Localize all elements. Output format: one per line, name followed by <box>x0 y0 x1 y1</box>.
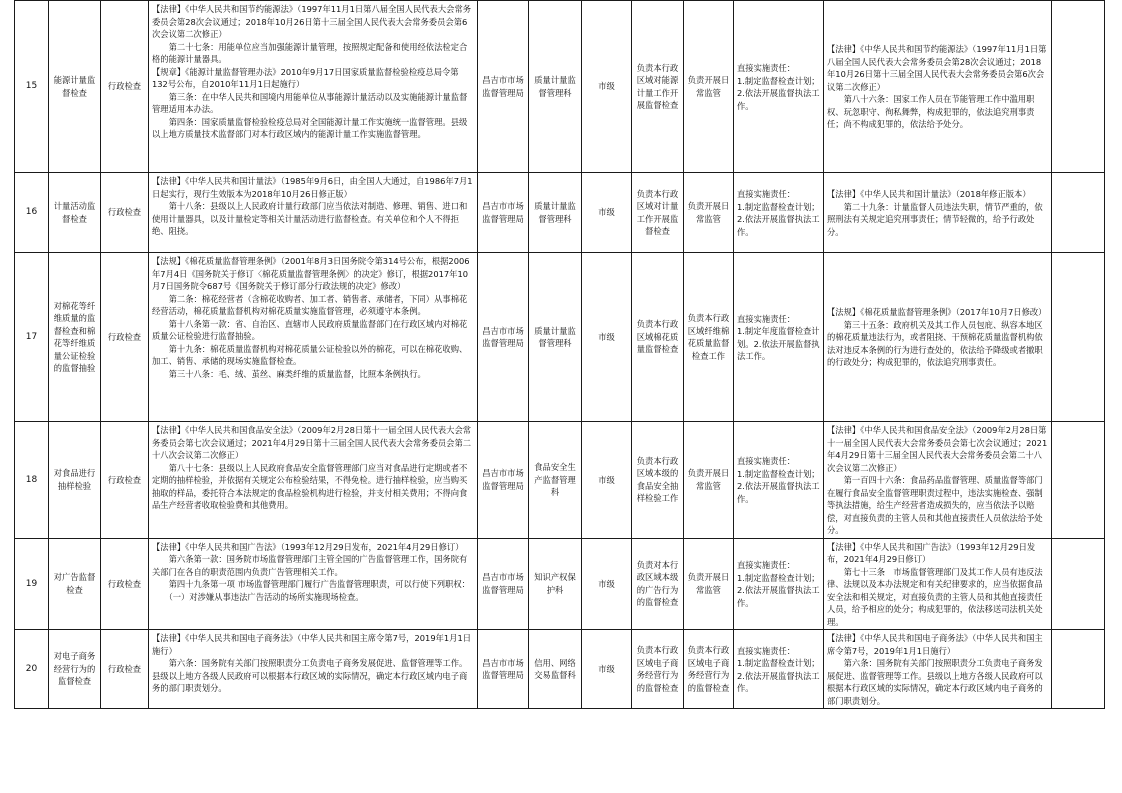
table-row <box>15 173 1105 253</box>
row-number: 19 <box>15 538 49 630</box>
table-row <box>15 538 1105 630</box>
row-number: 17 <box>15 253 49 422</box>
exercise-level: 市级 <box>582 630 632 709</box>
item-name: 对食品进行抽样检验 <box>49 422 101 539</box>
item-type: 行政检查 <box>101 538 149 630</box>
item-name: 能源计量监督检查 <box>49 1 101 173</box>
implementing-department: 昌吉市市场监督管理局 <box>478 173 529 253</box>
duty-task: 负责开展日常监管 <box>684 173 734 253</box>
legal-basis: 【法律】《中华人民共和国电子商务法》（中华人民共和国主席令第7号，2019年1月1日施行） 第六条：国务院有关部门按照职责分工负责电子商务发展促进、监督管理等工作。县级以上地方各级人民政府可以根据本行政区域的实际情况，确定本行政区域内电子商务的部门职责划分。 <box>149 630 478 709</box>
responsible-office: 质量计量监督管理科 <box>529 1 582 173</box>
table-row <box>15 253 1105 422</box>
remarks <box>1052 538 1105 630</box>
item-name: 对电子商务经营行为的监督检查 <box>49 630 101 709</box>
item-type: 行政检查 <box>101 422 149 539</box>
implementing-department: 昌吉市市场监督管理局 <box>478 630 529 709</box>
accountability-basis: 【法律】《中华人民共和国食品安全法》（2009年2月28日第十一届全国人民代表大会常务委员会第七次会议通过；2021年4月29日第十三届全国人民代表大会常务委员会第二十八次会议第二次修正） 第一百四十六条：食品药品监督管理、质量监督等部门在履行食品安全监督管理职责过程中，违法实施检查、强制等执法措施，给生产经营者造成损失的，应当依法予以赔偿，对直接负责的主管人员和其他直接责任人员依法给予处分。 <box>824 422 1052 539</box>
table-row <box>15 1 1105 173</box>
responsibility-scope: 负责本行政区域对计量工作开展监督检查 <box>632 173 684 253</box>
table-row <box>15 422 1105 539</box>
row-number: 20 <box>15 630 49 709</box>
direct-responsibility: 直接实施责任： 1.制定监督检查计划； 2.依法开展监督执法工作。 <box>734 538 824 630</box>
duty-task: 负责本行政区域电子商务经营行为的监督检查 <box>684 630 734 709</box>
row-number: 15 <box>15 1 49 173</box>
direct-responsibility: 直接实施责任： 1.制定监督检查计划； 2.依法开展监督执法工作。 <box>734 630 824 709</box>
exercise-level: 市级 <box>582 173 632 253</box>
responsible-office: 质量计量监督管理科 <box>529 253 582 422</box>
responsibility-table <box>14 0 1105 709</box>
duty-task: 负责本行政区域纤维棉花质量监督检查工作 <box>684 253 734 422</box>
remarks <box>1052 173 1105 253</box>
remarks <box>1052 422 1105 539</box>
accountability-basis: 【法律】《中华人民共和国计量法》（2018年修正版本） 第二十九条：计量监督人员违法失职，情节严重的，依照刑法有关规定追究刑事责任；情节轻微的，给予行政处分。 <box>824 173 1052 253</box>
responsible-office: 食品安全生产监督管理科 <box>529 422 582 539</box>
accountability-basis: 【法律】《中华人民共和国电子商务法》（中华人民共和国主席令第7号，2019年1月1日施行） 第六条：国务院有关部门按照职责分工负责电子商务发展促进、监督管理等工作。县级以上地方各级人民政府可以根据本行政区域的实际情况，确定本行政区域内电子商务的部门职责划分。 <box>824 630 1052 709</box>
legal-basis: 【法规】《棉花质量监督管理条例》（2001年8月3日国务院令第314号公布，根据2006年7月4日《国务院关于修订〈棉花质量监督管理条例〉的决定》修订，根据2017年10月7日国务院令687号《国务院关于修订部分行政法规的决定》修改） 第二条：棉花经营者（含棉花收购者、加工者、销售者、承储者，下同）从事棉花经营活动，棉花质量监督机构对棉花质量实施监督管理，必须遵守本条例。 第十八条第一款：省、自治区、直辖市人民政府质量监督部门在行政区域内对棉花质量公证检验进行监督抽验。 第十九条：棉花质量监督机构对棉花质量公证检验以外的棉花，可以在棉花收购、加工、销售、承储的现场实施监督检查。 第三十八条：毛、绒、茧丝、麻类纤维的质量监督，比照本条例执行。 <box>149 253 478 422</box>
exercise-level: 市级 <box>582 253 632 422</box>
item-type: 行政检查 <box>101 1 149 173</box>
accountability-basis: 【法规】《棉花质量监督管理条例》（2017年10月7日修改） 第三十五条：政府机关及其工作人员包庇、纵容本地区的棉花质量违法行为，或者阻挠、干预棉花质量监督机构依法对违反本条例的行为进行查处的，依法给予降级或者撤职的行政处分；构成犯罪的，依法追究刑事责任。 <box>824 253 1052 422</box>
item-name: 计量活动监督检查 <box>49 173 101 253</box>
responsibility-scope: 负责本行政区域本级的食品安全抽样检验工作 <box>632 422 684 539</box>
accountability-basis: 【法律】《中华人民共和国节约能源法》（1997年11月1日第八届全国人民代表大会常务委员会第28次会议通过；2018年10月26日第十三届全国人民代表大会常务委员会第6次会议第二次修正） 第八十六条：国家工作人员在节能管理工作中滥用职权、玩忽职守、徇私舞弊，构成犯罪的，依法追究刑事责任；尚不构成犯罪的，依法给予处分。 <box>824 1 1052 173</box>
responsibility-scope: 负责对本行政区域本级的广告行为的监督检查 <box>632 538 684 630</box>
item-type: 行政检查 <box>101 173 149 253</box>
responsible-office: 信用、网络交易监督科 <box>529 630 582 709</box>
item-name: 对广告监督检查 <box>49 538 101 630</box>
implementing-department: 昌吉市市场监督管理局 <box>478 253 529 422</box>
item-type: 行政检查 <box>101 630 149 709</box>
responsibility-scope: 负责本行政区域对能源计量工作开展监督检查 <box>632 1 684 173</box>
responsibility-scope: 负责本行政区域电子商务经营行为的监督检查 <box>632 630 684 709</box>
duty-task: 负责开展日常监管 <box>684 1 734 173</box>
exercise-level: 市级 <box>582 422 632 539</box>
responsibility-scope: 负责本行政区域棉花质量监督检查 <box>632 253 684 422</box>
implementing-department: 昌吉市市场监督管理局 <box>478 538 529 630</box>
implementing-department: 昌吉市市场监督管理局 <box>478 1 529 173</box>
legal-basis: 【法律】《中华人民共和国节约能源法》（1997年11月1日第八届全国人民代表大会常务委员会第28次会议通过；2018年10月26日第十三届全国人民代表大会常务委员会第6次会议第二次修正） 第二十七条：用能单位应当加强能源计量管理，按照规定配备和使用经依法检定合格的能源计量器具。 【规章】《能源计量监督管理办法》2010年9月17日国家质量监督检验检疫总局令第132号公布，自2010年11月1日起施行） 第三条：在中华人民共和国境内用能单位从事能源计量活动以及实施能源计量监督管理适用本办法。 第四条：国家质量监督检验检疫总局对全国能源计量工作实施统一监督管理。县级以上地方质量技术监督部门对本行政区域内的能源计量工作实施监督管理。 <box>149 1 478 173</box>
implementing-department: 昌吉市市场监督管理局 <box>478 422 529 539</box>
legal-basis: 【法律】《中华人民共和国计量法》（1985年9月6日，由全国人大通过，自1986年7月1日起实行，现行生效版本为2018年10月26日修正版） 第十八条：县级以上人民政府计量行政部门应当依法对制造、修理、销售、进口和使用计量器具，以及计量检定等相关计量活动进行监督检查。有关单位和个人不得拒绝、阻挠。 <box>149 173 478 253</box>
row-number: 16 <box>15 173 49 253</box>
legal-basis: 【法律】《中华人民共和国食品安全法》（2009年2月28日第十一届全国人民代表大会常务委员会第七次会议通过；2021年4月29日第十三届全国人民代表大会常务委员会第二十八次会议第二次修正） 第八十七条：县级以上人民政府食品安全监督管理部门应当对食品进行定期或者不定期的抽样检验，并依据有关规定公布检验结果，不得免检。进行抽样检验，应当购买抽取的样品，委托符合本法规定的食品检验机构进行检验，并支付相关费用；不得向食品生产经营者收取检验费和其他费用。 <box>149 422 478 539</box>
direct-responsibility: 直接实施责任： 1.制定年度监督检查计划。2.依法开展监督执法工作。 <box>734 253 824 422</box>
remarks <box>1052 1 1105 173</box>
row-number: 18 <box>15 422 49 539</box>
exercise-level: 市级 <box>582 538 632 630</box>
direct-responsibility: 直接实施责任： 1.制定监督检查计划； 2.依法开展监督执法工作。 <box>734 422 824 539</box>
table-row <box>15 630 1105 709</box>
item-type: 行政检查 <box>101 253 149 422</box>
direct-responsibility: 直接实施责任： 1.制定监督检查计划； 2.依法开展监督执法工作。 <box>734 173 824 253</box>
exercise-level: 市级 <box>582 1 632 173</box>
legal-basis: 【法律】《中华人民共和国广告法》（1993年12月29日发布，2021年4月29日修订） 第六条第一款：国务院市场监督管理部门主管全国的广告监督管理工作，国务院有关部门在各自的职责范围内负责广告管理相关工作。 第四十九条第一项 市场监督管理部门履行广告监督管理职责，可以行使下列职权： （一）对涉嫌从事违法广告活动的场所实施现场检查。 <box>149 538 478 630</box>
duty-task: 负责开展日常监管 <box>684 422 734 539</box>
responsible-office: 质量计量监督管理科 <box>529 173 582 253</box>
document-page <box>14 0 1104 706</box>
direct-responsibility: 直接实施责任： 1.制定监督检查计划； 2.依法开展监督执法工作。 <box>734 1 824 173</box>
remarks <box>1052 253 1105 422</box>
remarks <box>1052 630 1105 709</box>
item-name: 对棉花等纤维质量的监督检查和棉花等纤维质量公证检验的监督抽验 <box>49 253 101 422</box>
duty-task: 负责开展日常监管 <box>684 538 734 630</box>
accountability-basis: 【法律】《中华人民共和国广告法》（1993年12月29日发布，2021年4月29日修订） 第七十三条 市场监督管理部门及其工作人员有违反法律、法规以及本办法规定和有关纪律要求的，应当依据食品安全法和相关规定，对直接负责的主管人员和其他直接责任人员，给予相应的处分；构成犯罪的，依法移送司法机关处理。 <box>824 538 1052 630</box>
responsible-office: 知识产权保护科 <box>529 538 582 630</box>
